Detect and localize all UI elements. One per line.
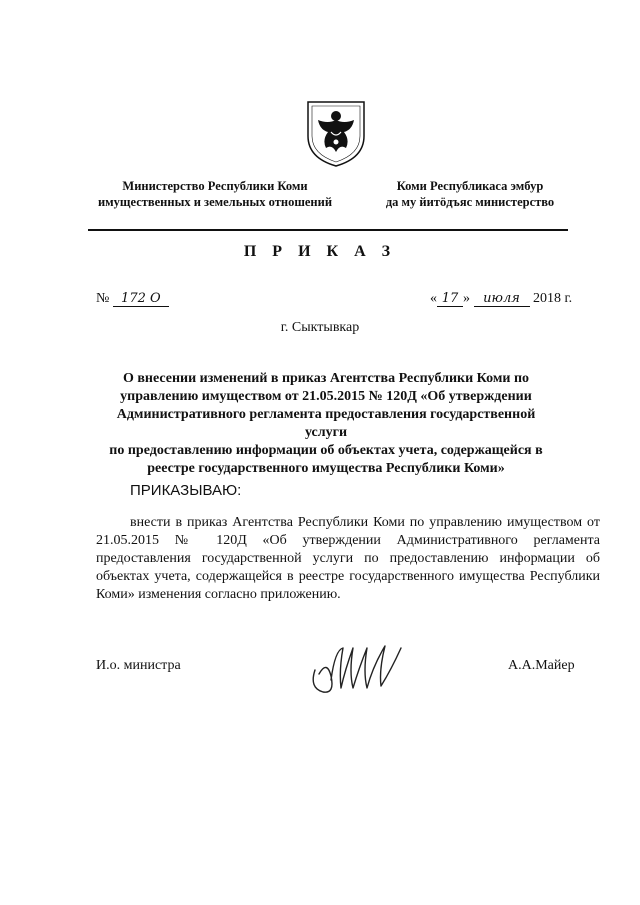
handwritten-signature-icon [305,640,415,700]
ministry-komi-line1: Коми Республикаса эмбур [396,179,544,193]
coat-of-arms-icon [298,96,374,168]
number-value: 172 О [113,292,169,307]
number-label: № [96,291,110,306]
ministry-name-russian [80,178,350,210]
date-month: июля [474,292,530,307]
order-date [430,291,572,307]
header-divider [88,229,568,231]
subject-line: управлению имуществом от 21.05.2015 № 120Д «Об утверждении [120,389,532,404]
order-number [96,291,169,307]
order-subject [96,370,556,478]
date-day: 17 [437,292,463,307]
subject-line: реестре государственного имущества Республики Коми» [147,461,505,476]
subject-line: О внесении изменений в приказ Агентства Республики Коми по [122,371,530,386]
order-word: ПРИКАЗЫВАЮ: [130,482,242,499]
city: г. Сыктывкар [280,320,360,335]
signatory-name: А.А.Майер [508,658,575,673]
date-close-quote: » [463,291,470,306]
ministry-name-komi [355,178,585,210]
ministry-ru-line2: имущественных и земельных отношений [97,195,333,209]
ministry-ru-line1: Министерство Республики Коми [122,179,308,193]
subject-line: Административного регламента предоставления государственной услуги [116,407,536,440]
date-year: 2018 г. [533,291,573,306]
date-open-quote: « [430,291,437,306]
subject-line: по предоставлению информации об объектах учета, содержащейся в [109,443,543,458]
ministry-komi-line2: да му йитӧдъяс министерство [385,195,555,209]
document-title: П Р И К А З [243,243,397,260]
signatory-position: И.о. министра [96,658,181,673]
order-body: внести в приказ Агентства Республики Коми по управлению имуществом от 21.05.2015 № 120Д «Об утверждении Административного регламента предоставления государственной услуги по предоставлению информации об объектах учета, содержащейся в реестре государственного имущества Республики Коми» изменения согласно приложению. [96,515,600,602]
